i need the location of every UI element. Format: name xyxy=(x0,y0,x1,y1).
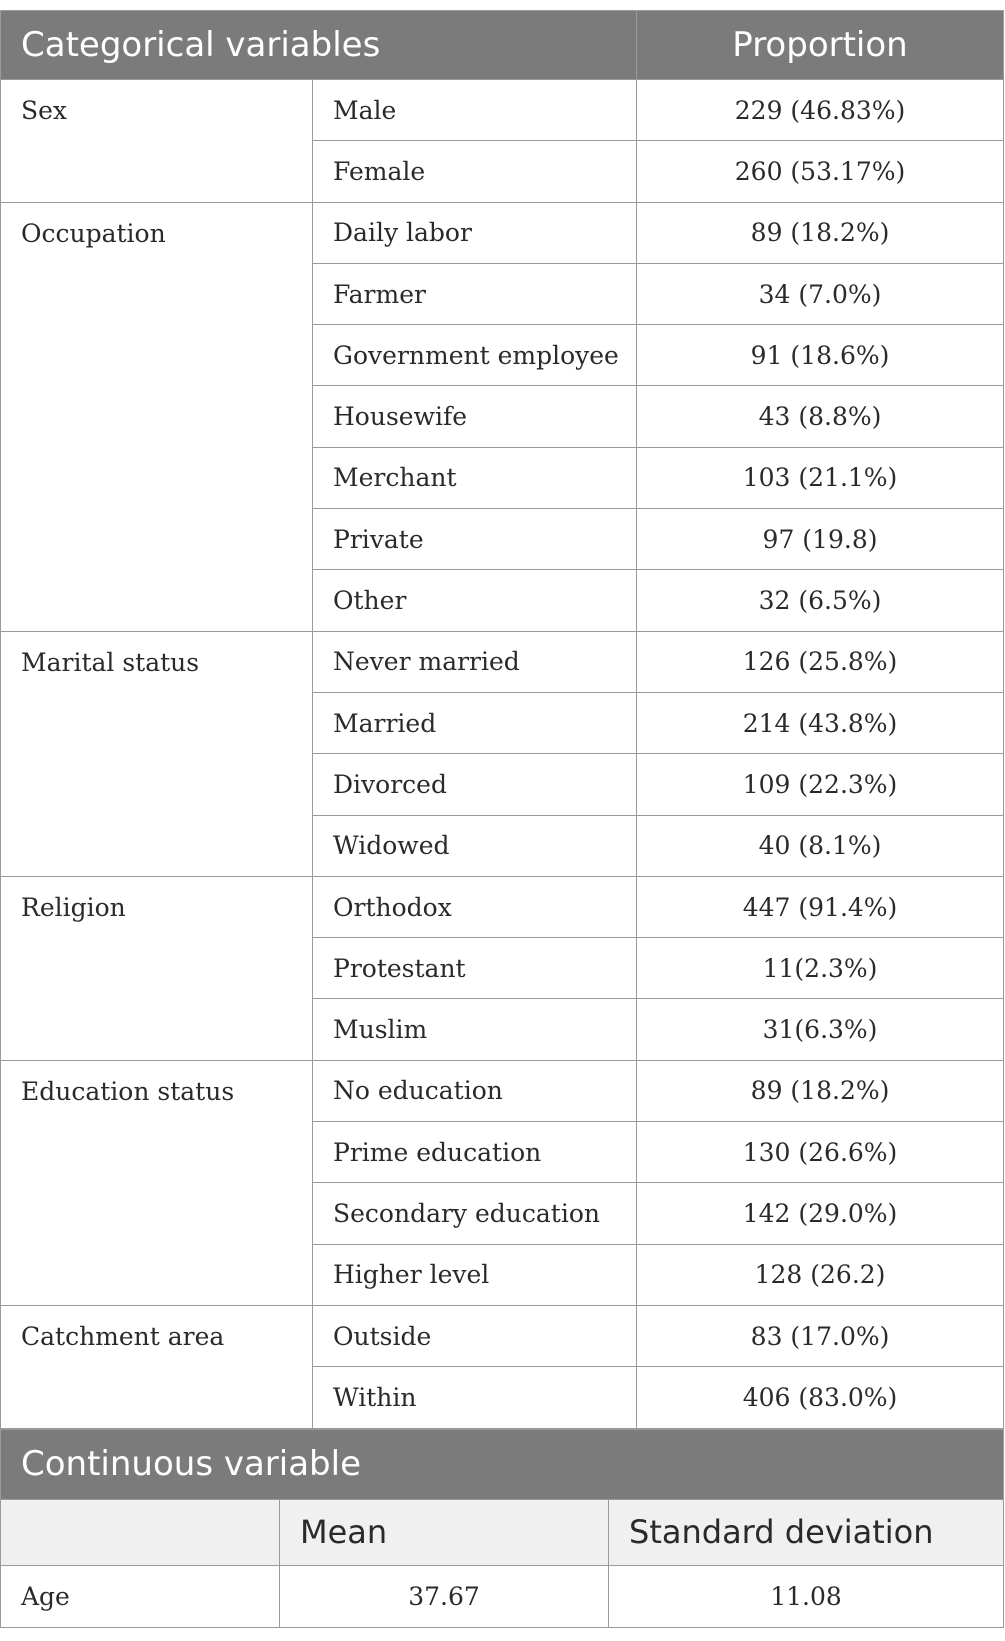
continuous-subheader-row xyxy=(1,1499,1004,1565)
sd-header: Standard deviation xyxy=(609,1499,1004,1565)
continuous-variable-name: Age xyxy=(1,1565,280,1627)
mean-value: 37.67 xyxy=(280,1565,609,1627)
category-label: Protestant xyxy=(313,938,637,999)
proportion-header: Proportion xyxy=(637,11,1004,80)
proportion-value: 31(6.3%) xyxy=(637,999,1004,1060)
category-label: Never married xyxy=(313,631,637,692)
proportion-value: 214 (43.8%) xyxy=(637,692,1004,753)
category-label: Divorced xyxy=(313,754,637,815)
group-label: Education status xyxy=(1,1060,313,1305)
mean-header: Mean xyxy=(280,1499,609,1565)
category-label: Male xyxy=(313,80,637,141)
category-label: Housewife xyxy=(313,386,637,447)
continuous-table xyxy=(0,1429,1004,1628)
proportion-value: 447 (91.4%) xyxy=(637,876,1004,937)
category-label: Higher level xyxy=(313,1244,637,1305)
category-label: Private xyxy=(313,509,637,570)
continuous-blank-header xyxy=(1,1499,280,1565)
continuous-section-row xyxy=(1,1429,1004,1499)
table-row xyxy=(1,1305,1004,1366)
category-label: Orthodox xyxy=(313,876,637,937)
category-label: Prime education xyxy=(313,1122,637,1183)
category-label: Other xyxy=(313,570,637,631)
group-label: Occupation xyxy=(1,202,313,631)
category-label: Female xyxy=(313,141,637,202)
proportion-value: 34 (7.0%) xyxy=(637,263,1004,324)
proportion-value: 229 (46.83%) xyxy=(637,80,1004,141)
proportion-value: 32 (6.5%) xyxy=(637,570,1004,631)
proportion-value: 43 (8.8%) xyxy=(637,386,1004,447)
proportion-value: 89 (18.2%) xyxy=(637,1060,1004,1121)
table-row xyxy=(1,631,1004,692)
group-label: Marital status xyxy=(1,631,313,876)
category-label: Secondary education xyxy=(313,1183,637,1244)
category-label: No education xyxy=(313,1060,637,1121)
group-label: Religion xyxy=(1,876,313,1060)
proportion-value: 40 (8.1%) xyxy=(637,815,1004,876)
proportion-value: 126 (25.8%) xyxy=(637,631,1004,692)
proportion-value: 406 (83.0%) xyxy=(637,1367,1004,1428)
proportion-value: 11(2.3%) xyxy=(637,938,1004,999)
table-row xyxy=(1,1060,1004,1121)
category-label: Muslim xyxy=(313,999,637,1060)
category-label: Daily labor xyxy=(313,202,637,263)
category-label: Widowed xyxy=(313,815,637,876)
proportion-value: 260 (53.17%) xyxy=(637,141,1004,202)
proportion-value: 128 (26.2) xyxy=(637,1244,1004,1305)
proportion-value: 142 (29.0%) xyxy=(637,1183,1004,1244)
category-label: Within xyxy=(313,1367,637,1428)
sd-value: 11.08 xyxy=(609,1565,1004,1627)
categorical-body xyxy=(1,80,1004,1429)
category-label: Merchant xyxy=(313,447,637,508)
proportion-value: 89 (18.2%) xyxy=(637,202,1004,263)
categorical-table xyxy=(0,10,1004,1429)
proportion-value: 109 (22.3%) xyxy=(637,754,1004,815)
proportion-value: 91 (18.6%) xyxy=(637,325,1004,386)
categorical-header-row xyxy=(1,11,1004,80)
category-label: Married xyxy=(313,692,637,753)
demographics-table-container xyxy=(0,10,1003,1628)
table-row xyxy=(1,80,1004,141)
proportion-value: 97 (19.8) xyxy=(637,509,1004,570)
proportion-value: 130 (26.6%) xyxy=(637,1122,1004,1183)
proportion-value: 83 (17.0%) xyxy=(637,1305,1004,1366)
continuous-variable-header: Continuous variable xyxy=(1,1429,1004,1499)
proportion-value: 103 (21.1%) xyxy=(637,447,1004,508)
category-label: Farmer xyxy=(313,263,637,324)
group-label: Sex xyxy=(1,80,313,203)
categorical-variables-header: Categorical variables xyxy=(1,11,637,80)
category-label: Outside xyxy=(313,1305,637,1366)
table-row xyxy=(1,876,1004,937)
group-label: Catchment area xyxy=(1,1305,313,1428)
continuous-row-age xyxy=(1,1565,1004,1627)
category-label: Government employee xyxy=(313,325,637,386)
table-row xyxy=(1,202,1004,263)
